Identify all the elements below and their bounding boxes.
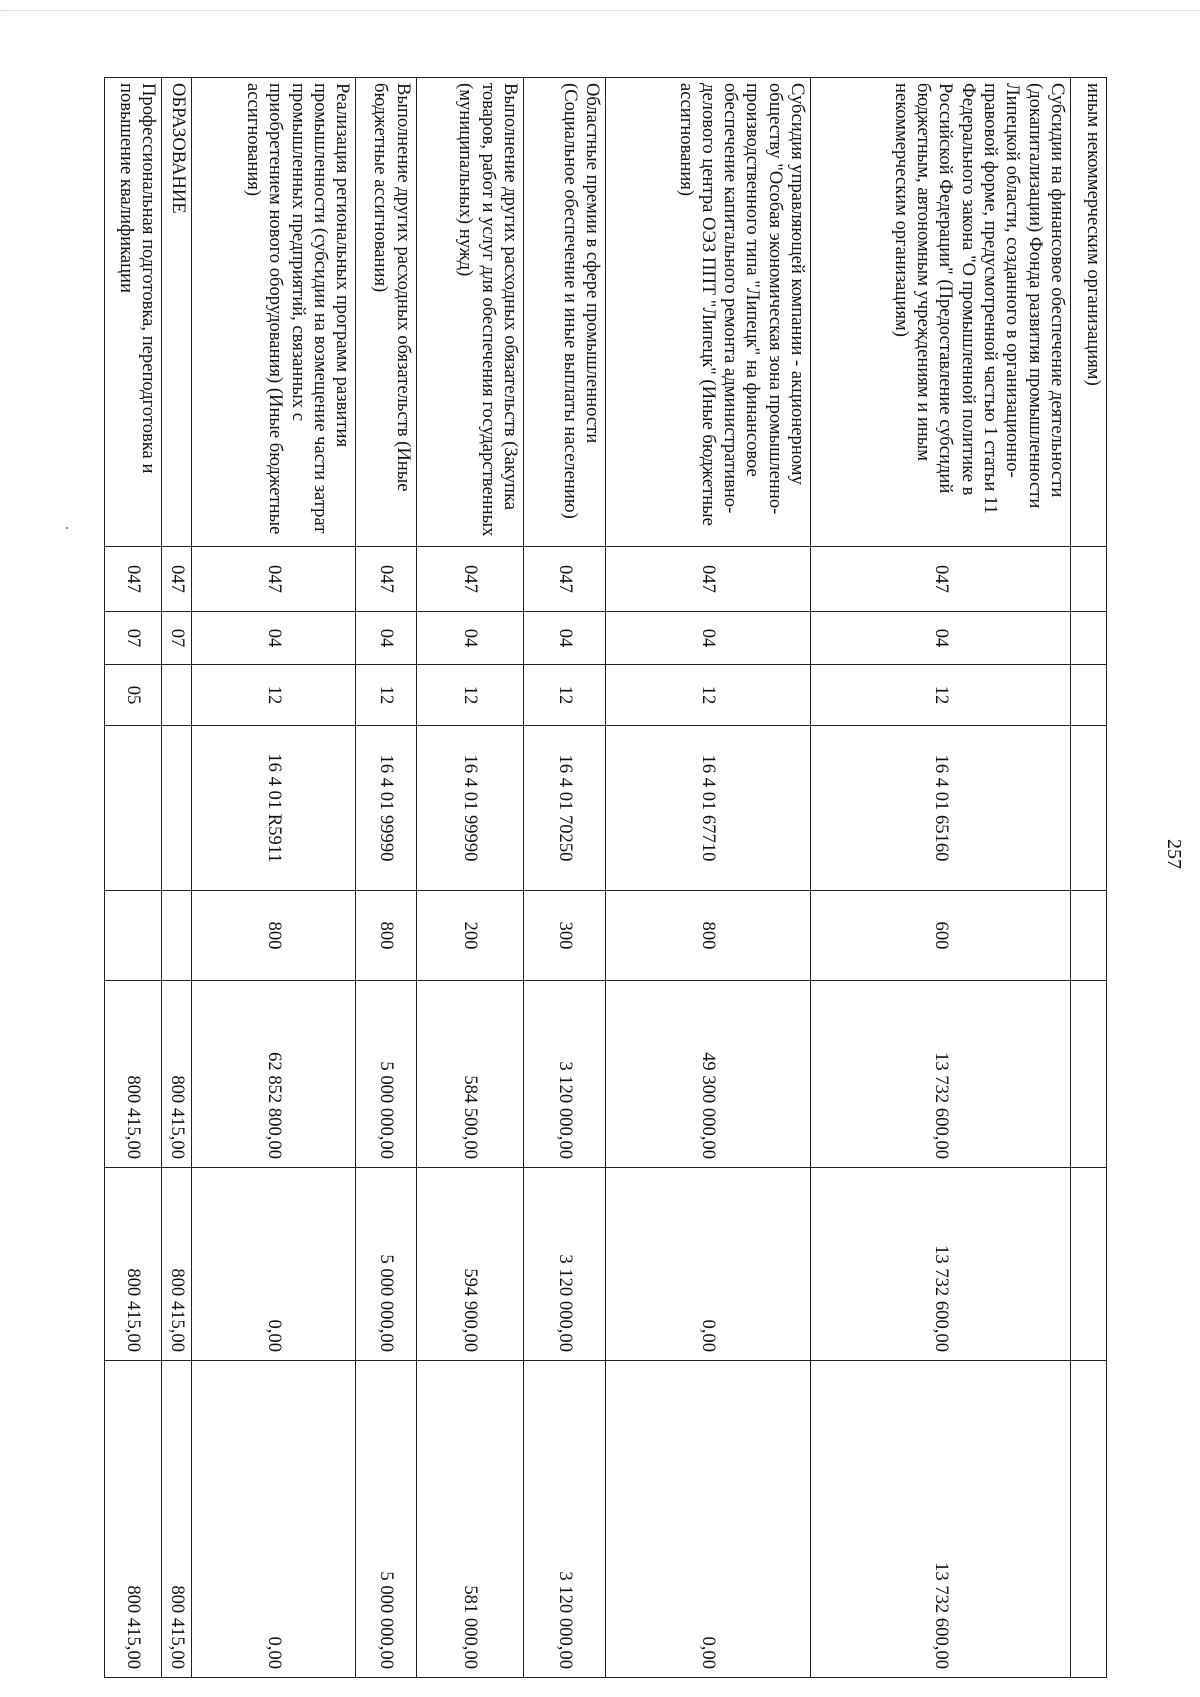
- row-name: Реализация региональных программ развития промышленности (субсидии на возмещение части затрат промышленных предприятий, связанных с приобретением нового оборудования) (Иные бюджетные ассигнования): [191, 78, 355, 547]
- subsection-code: 12: [524, 665, 606, 726]
- amount-1: 3 120 000,00: [524, 981, 606, 1168]
- subsection-code: 12: [356, 665, 416, 726]
- table-row: [356, 78, 416, 1678]
- amount-2: 13 732 600,00: [811, 1168, 1071, 1361]
- amount-1: 49 300 000,00: [606, 981, 811, 1168]
- admin-code: 047: [191, 547, 355, 612]
- amount-1: 800 415,00: [162, 981, 192, 1168]
- expense-type-code: 800: [356, 891, 416, 981]
- amount-2: 0,00: [606, 1168, 811, 1361]
- amount-2: [1070, 1168, 1106, 1361]
- amount-3: 5 000 000,00: [356, 1361, 416, 1678]
- section-code: 04: [524, 612, 606, 665]
- target-code: [105, 726, 162, 891]
- amount-2: 0,00: [191, 1168, 355, 1361]
- admin-code: [1070, 547, 1106, 612]
- admin-code: 047: [356, 547, 416, 612]
- amount-3: 800 415,00: [105, 1361, 162, 1678]
- scan-edge: [0, 10, 1200, 11]
- expense-type-code: 800: [606, 891, 811, 981]
- target-code: [162, 726, 192, 891]
- amount-3: 800 415,00: [162, 1361, 192, 1678]
- admin-code: 047: [105, 547, 162, 612]
- page-number: 257: [1163, 839, 1185, 869]
- subsection-code: 12: [191, 665, 355, 726]
- amount-1: [1070, 981, 1106, 1168]
- admin-code: 047: [416, 547, 523, 612]
- table-row: [524, 78, 606, 1678]
- admin-code: 047: [162, 547, 192, 612]
- amount-3: 0,00: [606, 1361, 811, 1678]
- row-name: иным некоммерческим организациям): [1070, 78, 1106, 547]
- expense-type-code: 800: [191, 891, 355, 981]
- admin-code: 047: [606, 547, 811, 612]
- section-code: 04: [416, 612, 523, 665]
- expense-type-code: [1070, 891, 1106, 981]
- row-name: Субсидии на финансовое обеспечение деятельности (докапитализации) Фонда развития промышленности Липецкой области, созданного в организационно-правовой форме, предусмотренной частью 1 статьи 11 Федерального закона "О промышленной политике в Российской Федерации" (Предоставление субсидий бюджетным, автономным учреждениям и иным некоммерческим организациям): [811, 78, 1071, 547]
- amount-3: [1070, 1361, 1106, 1678]
- row-name: Выполнение других расходных обязательств (Закупка товаров, работ и услуг для обеспечения государственных (муниципальных) нужд): [416, 78, 523, 547]
- table-row: [105, 78, 162, 1678]
- table-row: [606, 78, 811, 1678]
- rotated-content: [104, 77, 1185, 1677]
- scan-speck: [66, 527, 68, 529]
- amount-1: 5 000 000,00: [356, 981, 416, 1168]
- subsection-code: 12: [811, 665, 1071, 726]
- budget-table: [104, 77, 1107, 1678]
- amount-3: 0,00: [191, 1361, 355, 1678]
- subsection-code: 05: [105, 665, 162, 726]
- section-code: 07: [105, 612, 162, 665]
- section-code: [1070, 612, 1106, 665]
- table-row: [162, 78, 192, 1678]
- amount-2: 594 900,00: [416, 1168, 523, 1361]
- amount-1: 62 852 800,00: [191, 981, 355, 1168]
- subsection-code: [1070, 665, 1106, 726]
- target-code: 16 4 01 R5911: [191, 726, 355, 891]
- row-name: ОБРАЗОВАНИЕ: [162, 78, 192, 547]
- expense-type-code: 200: [416, 891, 523, 981]
- section-code: 04: [191, 612, 355, 665]
- expense-type-code: 600: [811, 891, 1071, 981]
- target-code: 16 4 01 65160: [811, 726, 1071, 891]
- admin-code: 047: [524, 547, 606, 612]
- target-code: 16 4 01 99990: [356, 726, 416, 891]
- amount-3: 3 120 000,00: [524, 1361, 606, 1678]
- expense-type-code: [105, 891, 162, 981]
- target-code: 16 4 01 99990: [416, 726, 523, 891]
- subsection-code: 12: [416, 665, 523, 726]
- row-name: Выполнение других расходных обязательств (Иные бюджетные ассигнования): [356, 78, 416, 547]
- table-row: [811, 78, 1071, 1678]
- row-name: Субсидия управляющей компании - акционерному обществу "Особая экономическая зона промышленно-производственного типа "Липецк" на финансовое обеспечение капитального ремонта административно-делового центра ОЭЗ ППТ "Липецк" (Иные бюджетные ассигнования): [606, 78, 811, 547]
- expense-type-code: [162, 891, 192, 981]
- row-name: Профессиональная подготовка, переподготовка и повышение квалификации: [105, 78, 162, 547]
- section-code: 04: [811, 612, 1071, 665]
- target-code: [1070, 726, 1106, 891]
- subsection-code: 12: [606, 665, 811, 726]
- target-code: 16 4 01 67710: [606, 726, 811, 891]
- amount-3: 13 732 600,00: [811, 1361, 1071, 1678]
- section-code: 04: [606, 612, 811, 665]
- section-code: 04: [356, 612, 416, 665]
- amount-2: 800 415,00: [105, 1168, 162, 1361]
- table-row: [416, 78, 523, 1678]
- amount-1: 13 732 600,00: [811, 981, 1071, 1168]
- amount-3: 581 000,00: [416, 1361, 523, 1678]
- amount-2: 3 120 000,00: [524, 1168, 606, 1361]
- expense-type-code: 300: [524, 891, 606, 981]
- admin-code: 047: [811, 547, 1071, 612]
- target-code: 16 4 01 70250: [524, 726, 606, 891]
- section-code: 07: [162, 612, 192, 665]
- amount-2: 5 000 000,00: [356, 1168, 416, 1361]
- table-row: [191, 78, 355, 1678]
- amount-1: 800 415,00: [105, 981, 162, 1168]
- amount-1: 584 500,00: [416, 981, 523, 1168]
- row-name: Областные премии в сфере промышленности (Социальное обеспечение и иные выплаты населению): [524, 78, 606, 547]
- subsection-code: [162, 665, 192, 726]
- table-body: [105, 78, 1107, 1678]
- amount-2: 800 415,00: [162, 1168, 192, 1361]
- table-row: [1070, 78, 1106, 1678]
